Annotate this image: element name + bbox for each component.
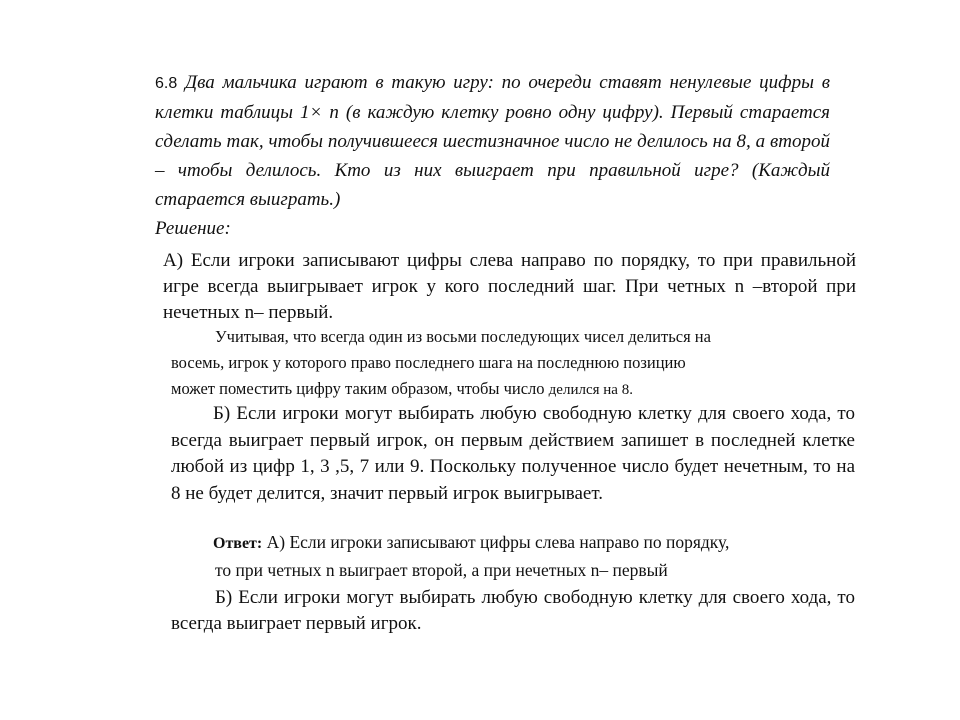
problem-statement — [155, 68, 830, 243]
explanation-line-1: Учитывая, что всегда один из восьми последующих чисел делиться на — [215, 327, 711, 346]
answer-line-3-text: Б) Если игроки могут выбирать любую свободную клетку для своего хода, то всегда выиграет первый игрок. — [171, 587, 855, 634]
part-a-text — [163, 248, 856, 326]
answer-line-1 — [171, 529, 855, 557]
answer-indent — [171, 587, 215, 608]
explanation-line-3-main: может поместить цифру таким образом, чтобы число — [171, 379, 549, 398]
explanation-line-3 — [171, 376, 831, 403]
answer-line-3 — [171, 585, 855, 637]
answer-block — [171, 529, 855, 637]
explanation-line-2: восемь, игрок у которого право последнего шага на последнюю позицию — [171, 353, 686, 372]
answer-line-1-text: А) Если игроки записывают цифры слева направо по порядку, — [262, 532, 730, 552]
problem-text: Два мальчика играют в такую игру: по очереди ставят ненулевые цифры в клетки таблицы 1× n (в каждую клетку ровно одну цифру). Первый старается сделать так, чтобы получившееся шестизначное число не делилось на 8, а второй – чтобы делилось. Кто из них выиграет при правильной игре? (Каждый старается выиграть.) — [155, 72, 831, 210]
answer-line-2: то при четных n выиграет второй, а при нечетных n– первый — [215, 560, 668, 580]
problem-number: 6.8 — [155, 75, 178, 92]
explanation-block — [171, 324, 831, 403]
solution-label: Решение: — [155, 218, 231, 239]
part-a-body: А) Если игроки записывают цифры слева направо по порядку, то при правильной игре всегда выигрывает игрок у кого последний шаг. При четных n –второй при нечетных n– первый. — [163, 250, 856, 323]
part-b-text — [171, 401, 855, 507]
answer-label: Ответ: — [213, 535, 263, 552]
explanation-line-3-small: делился на 8. — [548, 382, 633, 398]
part-b-body: Б) Если игроки могут выбирать любую свободную клетку для своего хода, то всегда выиграет первый игрок, он первым действием запишет в последней клетке любой из цифр 1, 3 ,5, 7 или 9. Поскольку полученное число будет нечетным, то на 8 не будет делится, значит первый игрок выигрывает. — [171, 403, 855, 504]
part-b-indent — [171, 403, 213, 424]
